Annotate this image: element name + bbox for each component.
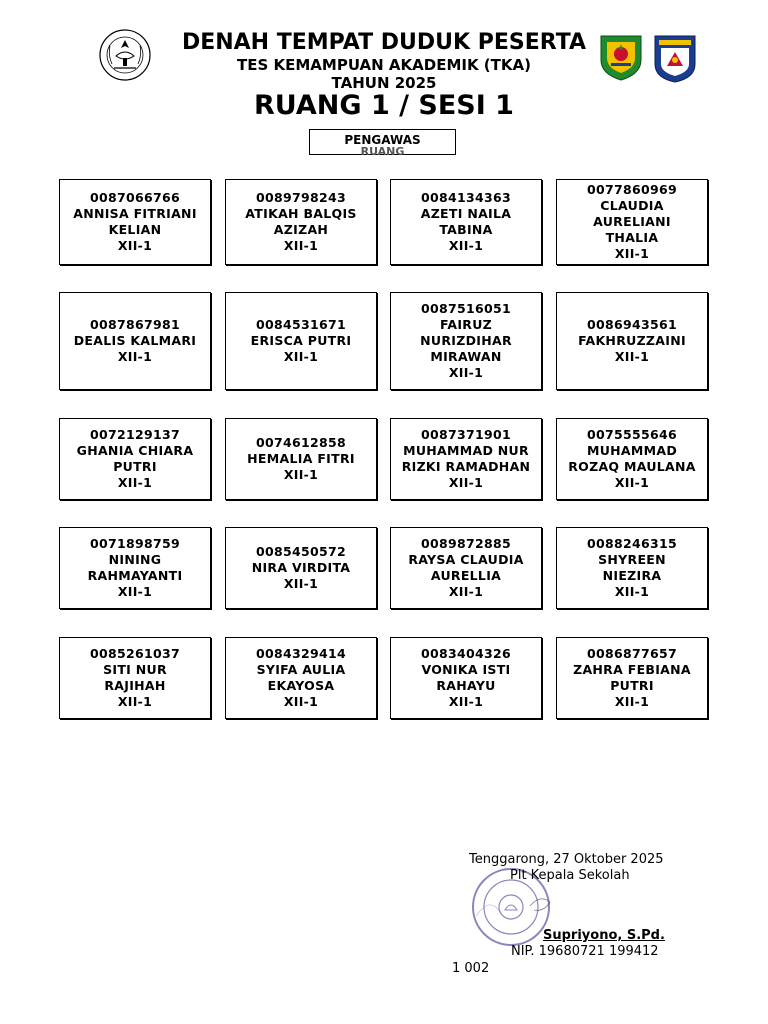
seat-name-line: MIRAWAN: [430, 349, 502, 364]
seat-class: XII-1: [614, 694, 650, 709]
seat-card: [556, 527, 708, 609]
seat-class: XII-1: [283, 694, 319, 709]
seat-class: XII-1: [614, 584, 650, 599]
seat-class: XII-1: [117, 475, 153, 490]
seat-card: [225, 418, 377, 500]
seat-card: [225, 179, 377, 265]
seat-card: [225, 637, 377, 719]
seat-name-line: HEMALIA FITRI: [247, 451, 355, 466]
seat-name-line: CLAUDIA: [600, 198, 664, 213]
signer-name: Supriyono, S.Pd.: [543, 928, 665, 943]
seat-card: [59, 637, 211, 719]
seat-id: 0085261037: [90, 646, 180, 661]
seat-name-line: ATIKAH BALQIS: [245, 206, 357, 221]
seat-class: XII-1: [614, 475, 650, 490]
seat-card: [390, 179, 542, 265]
seat-name-line: NIEZIRA: [602, 568, 662, 583]
document-title: DENAH TEMPAT DUDUK PESERTA: [181, 30, 587, 55]
seat-card: [390, 418, 542, 500]
seat-id: 0089798243: [256, 190, 346, 205]
seat-card: [59, 418, 211, 500]
seat-name-line: ZAHRA FEBIANA: [573, 662, 691, 677]
seat-class: XII-1: [448, 475, 484, 490]
seat-card: [390, 292, 542, 390]
seat-name-line: EKAYOSA: [267, 678, 335, 693]
room-session-heading: RUANG 1 / SESI 1: [254, 90, 514, 121]
seat-class: XII-1: [117, 694, 153, 709]
seat-name-line: MUHAMMAD NUR: [403, 443, 529, 458]
seat-class: XII-1: [448, 584, 484, 599]
seat-id: 0089872885: [421, 536, 511, 551]
seat-name-line: GHANIA CHIARA: [76, 443, 194, 458]
seat-card: [59, 527, 211, 609]
seat-name-line: AZIZAH: [273, 222, 329, 237]
seat-card: [390, 637, 542, 719]
seat-name-line: RAJIHAH: [104, 678, 166, 693]
seat-class: XII-1: [117, 584, 153, 599]
seat-name-line: SITI NUR: [103, 662, 167, 677]
seat-id: 0072129137: [90, 427, 180, 442]
seat-name-line: FAIRUZ: [439, 317, 493, 332]
place-date: Tenggarong, 27 Oktober 2025: [469, 852, 664, 867]
seat-id: 0084531671: [256, 317, 346, 332]
supervisor-label: PENGAWAS: [344, 133, 421, 147]
seat-id: 0088246315: [587, 536, 677, 551]
signer-position: Plt Kepala Sekolah: [510, 868, 630, 883]
seat-card: [556, 179, 708, 265]
seat-id: 0087516051: [421, 301, 511, 316]
seat-class: XII-1: [283, 349, 319, 364]
seat-name-line: MUHAMMAD: [586, 443, 678, 458]
seat-name-line: ROZAQ MAULANA: [568, 459, 696, 474]
seat-class: XII-1: [614, 349, 650, 364]
seat-id: 0084329414: [256, 646, 346, 661]
seat-name-line: ANNISA FITRIANI: [73, 206, 197, 221]
seat-id: 0086943561: [587, 317, 677, 332]
seat-name-line: NIRA VIRDITA: [251, 560, 351, 575]
seat-name-line: AURELLIA: [430, 568, 502, 583]
seat-id: 0077860969: [587, 182, 677, 197]
seat-class: XII-1: [283, 238, 319, 253]
seat-card: [225, 527, 377, 609]
seat-class: XII-1: [117, 238, 153, 253]
seat-name-line: VONIKA ISTI: [421, 662, 511, 677]
seat-id: 0087066766: [90, 190, 180, 205]
seat-id: 0087867981: [90, 317, 180, 332]
seat-id: 0085450572: [256, 544, 346, 559]
seat-card: [556, 637, 708, 719]
page-number: 1 002: [452, 961, 490, 976]
supervisor-cut-text: RUANG: [360, 145, 405, 158]
seat-card: [59, 179, 211, 265]
seat-class: XII-1: [283, 576, 319, 591]
seat-name-line: ERISCA PUTRI: [250, 333, 352, 348]
seat-name-line: NURIZDIHAR: [420, 333, 512, 348]
seat-card: [59, 292, 211, 390]
seat-name-line: PUTRI: [113, 459, 157, 474]
seat-name-line: RIZKI RAMADHAN: [401, 459, 531, 474]
seat-id: 0087371901: [421, 427, 511, 442]
seat-name-line: RAYSA CLAUDIA: [408, 552, 524, 567]
seat-name-line: SHYREEN: [598, 552, 666, 567]
signer-nip: NIP. 19680721 199412: [511, 944, 659, 959]
document-subtitle: TES KEMAMPUAN AKADEMIK (TKA): [236, 56, 531, 74]
seat-card: [556, 292, 708, 390]
seat-id: 0075555646: [587, 427, 677, 442]
seat-class: XII-1: [448, 694, 484, 709]
seat-name-line: AZETI NAILA: [420, 206, 512, 221]
seat-id: 0086877657: [587, 646, 677, 661]
seat-name-line: AURELIANI: [593, 214, 671, 229]
seat-class: XII-1: [448, 365, 484, 380]
document-year: TAHUN 2025: [331, 74, 437, 92]
seat-id: 0083404326: [421, 646, 511, 661]
seat-id: 0084134363: [421, 190, 511, 205]
seat-class: XII-1: [283, 467, 319, 482]
seat-name-line: DEALIS KALMARI: [73, 333, 197, 348]
seat-name-line: FAKHRUZZAINI: [578, 333, 686, 348]
supervisor-box: [309, 129, 456, 158]
seat-name-line: RAHMAYANTI: [87, 568, 183, 583]
seat-name-line: TABINA: [439, 222, 493, 237]
seat-class: XII-1: [117, 349, 153, 364]
seat-name-line: PUTRI: [610, 678, 654, 693]
seat-id: 0074612858: [256, 435, 346, 450]
seat-name-line: SYIFA AULIA: [256, 662, 346, 677]
seat-name-line: KELIAN: [108, 222, 162, 237]
seat-card: [225, 292, 377, 390]
seat-class: XII-1: [448, 238, 484, 253]
seat-card: [556, 418, 708, 500]
seat-name-line: RAHAYU: [436, 678, 496, 693]
seat-id: 0071898759: [90, 536, 180, 551]
seat-name-line: THALIA: [605, 230, 659, 245]
seat-name-line: NINING: [108, 552, 162, 567]
seat-card: [390, 527, 542, 609]
seat-class: XII-1: [614, 246, 650, 261]
